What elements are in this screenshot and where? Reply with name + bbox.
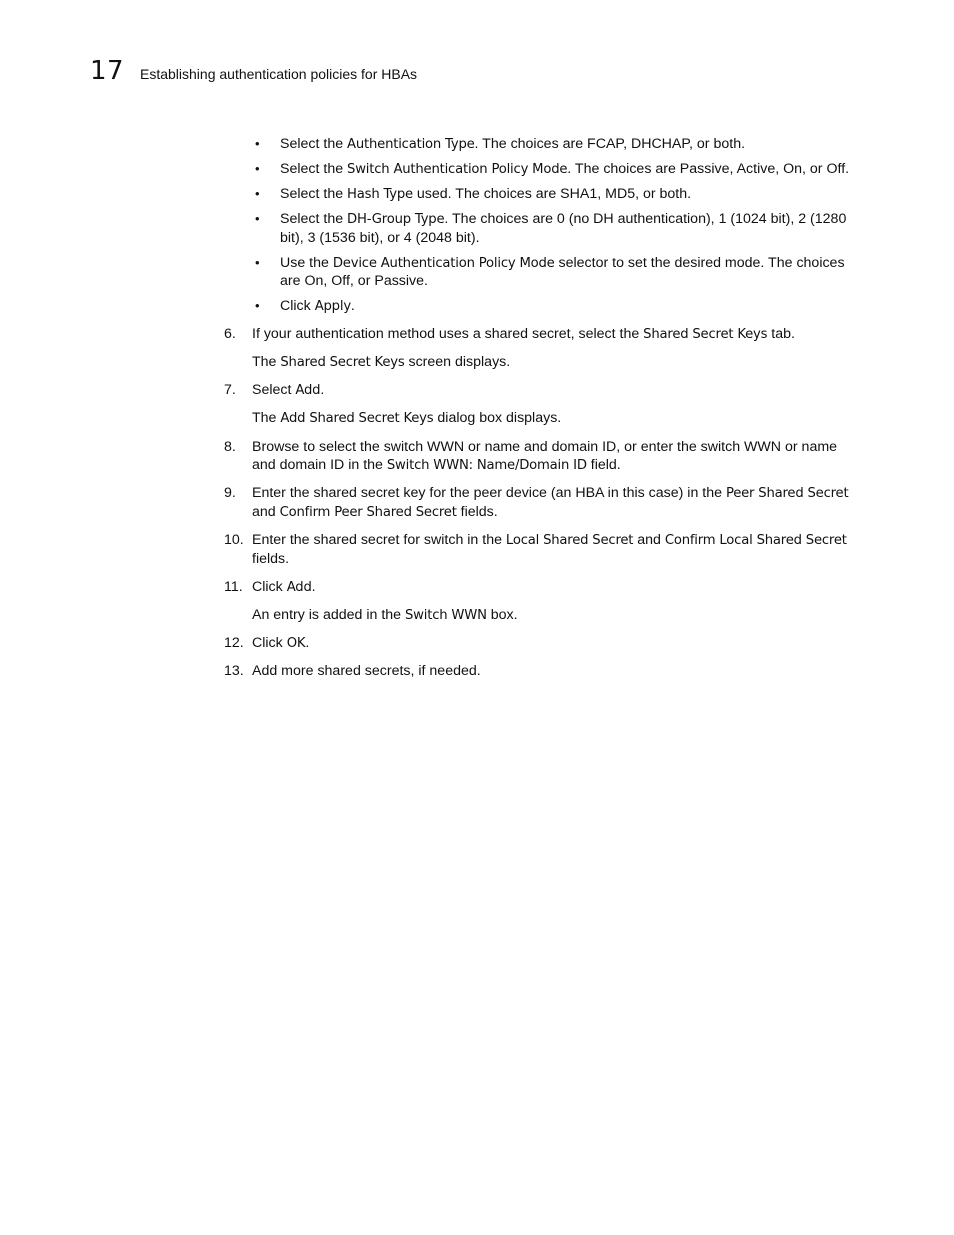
ui-term: Add <box>295 383 321 398</box>
ui-term: Shared Secret Keys <box>280 355 405 370</box>
step-number: 10. <box>224 532 244 548</box>
step-text: Click OK. <box>252 635 310 651</box>
bullet-item: Select the Hash Type used. The choices are SHA1, MD5, or both. <box>280 186 692 202</box>
bullet-item: Select the DH-Group Type. The choices are 0 (no DH authentication), 1 (1024 bit), 2 (1280 <box>280 211 847 227</box>
step-text: Add more shared secrets, if needed. <box>252 663 481 679</box>
ui-term: Peer Shared Secret <box>725 486 849 501</box>
bullet-item: Select the Authentication Type. The choices are FCAP, DHCHAP, or both. <box>280 136 746 152</box>
ui-term: Hash Type <box>347 187 413 202</box>
ui-term: Switch WWN <box>405 608 487 623</box>
step-result: The Shared Secret Keys screen displays. <box>252 354 511 370</box>
step-text: If your authentication method uses a shared secret, select the Shared Secret Keys tab. <box>252 326 795 342</box>
chapter-number: 17 <box>90 56 125 86</box>
ui-term: Shared Secret Keys <box>643 327 768 342</box>
chapter-title: Establishing authentication policies for HBAs <box>140 66 418 82</box>
step-text-continuation: and Confirm Peer Shared Secret fields. <box>252 504 498 520</box>
ui-term: Switch Authentication Policy Mode <box>347 162 568 177</box>
bullet-marker: • <box>255 186 260 201</box>
ui-term: Confirm Peer Shared Secret <box>279 505 457 520</box>
ui-term: Switch WWN: Name/Domain ID <box>386 458 587 473</box>
bullet-item: Select the Switch Authentication Policy Mode. The choices are Passive, Active, On, or Off. <box>280 161 850 177</box>
step-result: An entry is added in the Switch WWN box. <box>252 607 518 623</box>
ui-term: OK <box>286 636 306 651</box>
ui-term: Device Authentication Policy Mode <box>332 256 555 271</box>
step-number: 6. <box>224 326 236 342</box>
bullet-marker: • <box>255 255 260 270</box>
step-text: Select Add. <box>252 382 325 398</box>
ui-term: Add <box>286 580 312 595</box>
step-number: 11. <box>224 579 243 595</box>
step-number: 8. <box>224 439 236 455</box>
ui-term: Local Shared Secret <box>505 533 634 548</box>
bullet-item-continuation: are On, Off, or Passive. <box>280 273 428 289</box>
bullet-item: Use the Device Authentication Policy Mode selector to set the desired mode. The choices <box>280 255 845 271</box>
bullet-marker: • <box>255 211 260 226</box>
step-number: 7. <box>224 382 236 398</box>
bullet-item-continuation: bit), 3 (1536 bit), or 4 (2048 bit). <box>280 230 480 246</box>
bullet-marker: • <box>255 136 260 151</box>
ui-term: Apply <box>314 299 351 314</box>
ui-term: Confirm Local Shared Secret <box>664 533 847 548</box>
bullet-marker: • <box>255 161 260 176</box>
ui-term: DH-Group Type <box>347 212 445 227</box>
step-text: Browse to select the switch WWN or name and domain ID, or enter the switch WWN or name <box>252 439 838 455</box>
step-text-continuation: and domain ID in the Switch WWN: Name/Domain ID field. <box>252 457 621 473</box>
step-text: Enter the shared secret for switch in the Local Shared Secret and Confirm Local Shared Secret <box>252 532 847 548</box>
step-text: Enter the shared secret key for the peer device (an HBA in this case) in the Peer Shared Secret <box>252 485 849 501</box>
ui-term: Authentication Type <box>347 137 475 152</box>
ui-term: Add Shared Secret Keys <box>280 411 434 426</box>
step-number: 9. <box>224 485 236 501</box>
step-result: The Add Shared Secret Keys dialog box displays. <box>252 410 562 426</box>
bullet-marker: • <box>255 298 260 313</box>
step-number: 12. <box>224 635 244 651</box>
step-number: 13. <box>224 663 244 679</box>
step-text: Click Add. <box>252 579 316 595</box>
bullet-item: Click Apply. <box>280 298 355 314</box>
step-text-continuation: fields. <box>252 551 290 567</box>
